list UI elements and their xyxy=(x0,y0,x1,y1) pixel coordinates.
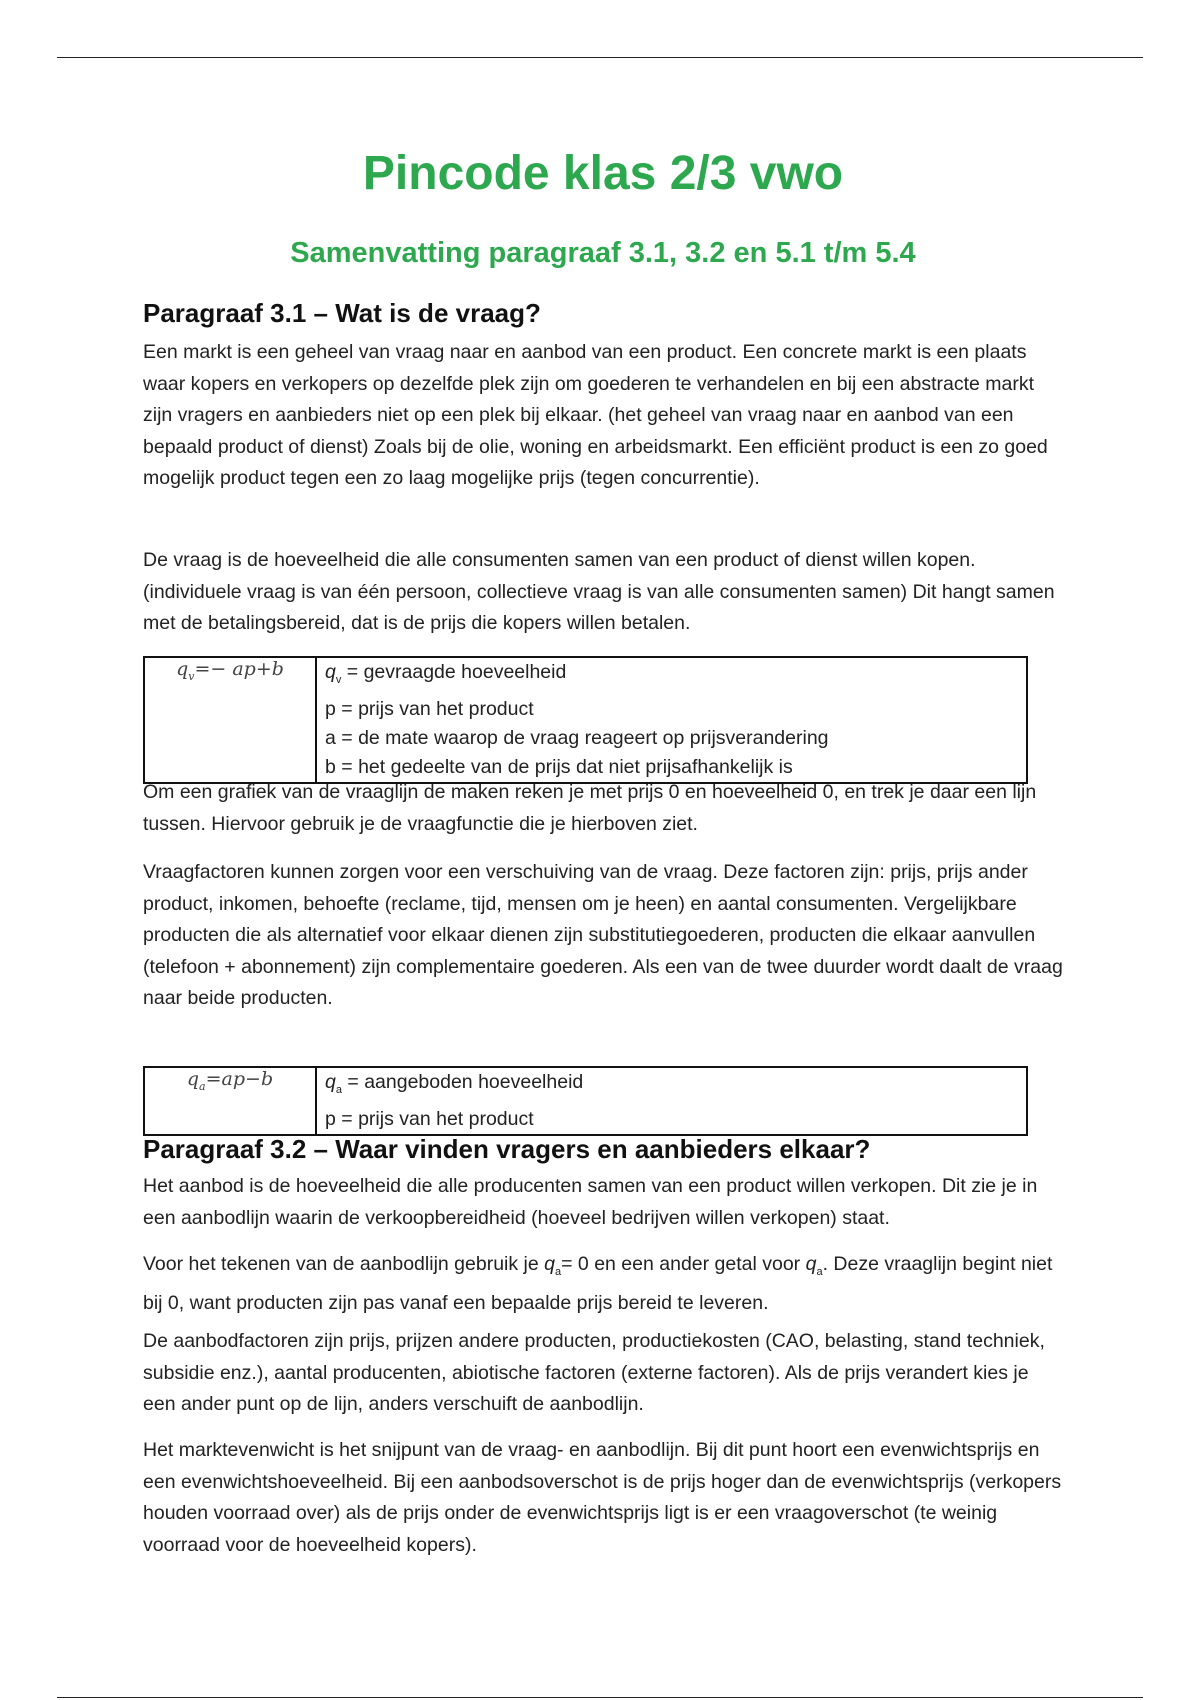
definition-b: b = het gedeelte van de prijs dat niet prijsafhankelijk is xyxy=(325,755,793,778)
q-sub: a xyxy=(816,1265,823,1278)
def-q: q xyxy=(325,661,336,683)
formula-rest: =− ap+b xyxy=(194,658,284,680)
def-rest: = gevraagde hoeveelheid xyxy=(341,661,567,683)
document-subtitle: Samenvatting paragraaf 3.1, 3.2 en 5.1 t/m 5.4 xyxy=(290,237,916,269)
page-bottom-rule xyxy=(57,1697,1143,1698)
section-3-1-paragraph-1: Een markt is een geheel van vraag naar en aanbod van een product. Een concrete markt is een plaats waar kopers en verkopers op dezelfde plek zijn om goederen te verhandelen en bij een abstracte markt zijn vragers en aanbieders niet op een plek bij elkaar. (het geheel van vraag naar en aanbod van een bepaald product of dienst) Zoals bij de olie, woning en arbeidsmarkt. Een efficiënt product is een zo goed mogelijk product tegen een zo laag mogelijke prijs (tegen concurrentie). xyxy=(143,341,1048,489)
section-3-2-paragraph-4: Het marktevenwicht is het snijpunt van de vraag- en aanbodlijn. Bij dit punt hoort een evenwichtsprijs en een evenwichtshoeveelheid. Bij een aanbodsoverschot is de prijs hoger dan de evenwichtsprijs (verkopers houden voorraad over) als de prijs onder de evenwichtsprijs ligt is er een vraagoverschot (te weinig voorraad voor de hoeveelheid kopers). xyxy=(143,1439,1062,1556)
section-3-2-paragraph-3: De aanbodfactoren zijn prijs, prijzen andere producten, productiekosten (CAO, belasting, stand techniek, subsidie enz.), aantal producenten, abiotische factoren (externe factoren). Als de prijs verandert kies je een ander punt op de lijn, anders verschuift de aanbodlijn. xyxy=(143,1330,1045,1415)
definition-a: a = de mate waarop de vraag reageert op prijsverandering xyxy=(325,726,829,749)
section-3-1-paragraph-3: Om een grafiek van de vraaglijn de maken reken je met prijs 0 en hoeveelheid 0, en trek je daar een lijn tussen. Hiervoor gebruik je de vraagfunctie die je hierboven ziet. xyxy=(143,781,1037,835)
definition-qv xyxy=(325,658,1018,695)
definition-p: p = prijs van het product xyxy=(325,1107,534,1130)
section-3-1-heading: Paragraaf 3.1 – Wat is de vraag? xyxy=(143,298,541,328)
document-title: Pincode klas 2/3 vwo xyxy=(362,147,844,200)
text-part: . Deze vraaglijn begint niet bij 0, want producten zijn pas vanaf een bepaalde prijs bereid te leveren. xyxy=(143,1253,1053,1315)
section-3-1-paragraph-2: De vraag is de hoeveelheid die alle consumenten samen van een product of dienst willen kopen. (individuele vraag is van één persoon, collectieve vraag is van alle consumenten samen) Dit hangt samen met de betalingsbereid, dat is de prijs die kopers willen betalen. xyxy=(143,549,1055,634)
def-rest: = aangeboden hoeveelheid xyxy=(341,1071,584,1093)
definition-p: p = prijs van het product xyxy=(325,697,534,720)
formula-q: q xyxy=(186,1068,200,1090)
section-3-2-heading: Paragraaf 3.2 – Waar vinden vragers en aanbieders elkaar? xyxy=(143,1134,871,1164)
demand-definitions xyxy=(316,657,1027,783)
supply-formula xyxy=(144,1067,316,1135)
q-sub: a xyxy=(555,1265,562,1278)
q-symbol: q xyxy=(805,1253,817,1275)
supply-definitions xyxy=(316,1067,1027,1135)
def-q: q xyxy=(325,1071,336,1093)
section-3-1-paragraph-4: Vraagfactoren kunnen zorgen voor een verschuiving van de vraag. Deze factoren zijn: prijs, prijs ander product, inkomen, behoefte (reclame, tijd, mensen om je heen) en aantal consumenten. Vergelijkbare producten die als alternatief voor elkaar dienen zijn substitutiegoederen, producten die elkaar aanvullen (telefoon + abonnement) zijn complementaire goederen. Als een van de twee duurder wordt daalt de vraag naar beide producten. xyxy=(143,861,1063,1009)
def-sub: v xyxy=(335,673,342,686)
formula-q: q xyxy=(176,658,189,680)
demand-formula xyxy=(144,657,316,783)
page-top-rule xyxy=(57,57,1143,58)
q-symbol: q xyxy=(544,1253,555,1275)
text-part: = 0 en een ander getal voor xyxy=(561,1253,806,1275)
text-part: Voor het tekenen van de aanbodlijn gebruik je xyxy=(143,1253,545,1275)
supply-function-table xyxy=(143,1066,1028,1136)
def-sub: a xyxy=(335,1083,342,1096)
section-3-2-paragraph-1: Het aanbod is de hoeveelheid die alle producenten samen van een product willen verkopen. Dit zie je in een aanbodlijn waarin de verkoopbereidheid (hoeveel bedrijven willen verkopen) staat. xyxy=(143,1175,1038,1229)
formula-rest: =ap−b xyxy=(205,1068,274,1090)
demand-function-table xyxy=(143,656,1028,784)
section-3-2-paragraph-2 xyxy=(143,1249,1063,1320)
formula-sub: a xyxy=(199,1079,206,1093)
definition-qa xyxy=(325,1068,1018,1105)
formula-sub: v xyxy=(188,669,195,683)
